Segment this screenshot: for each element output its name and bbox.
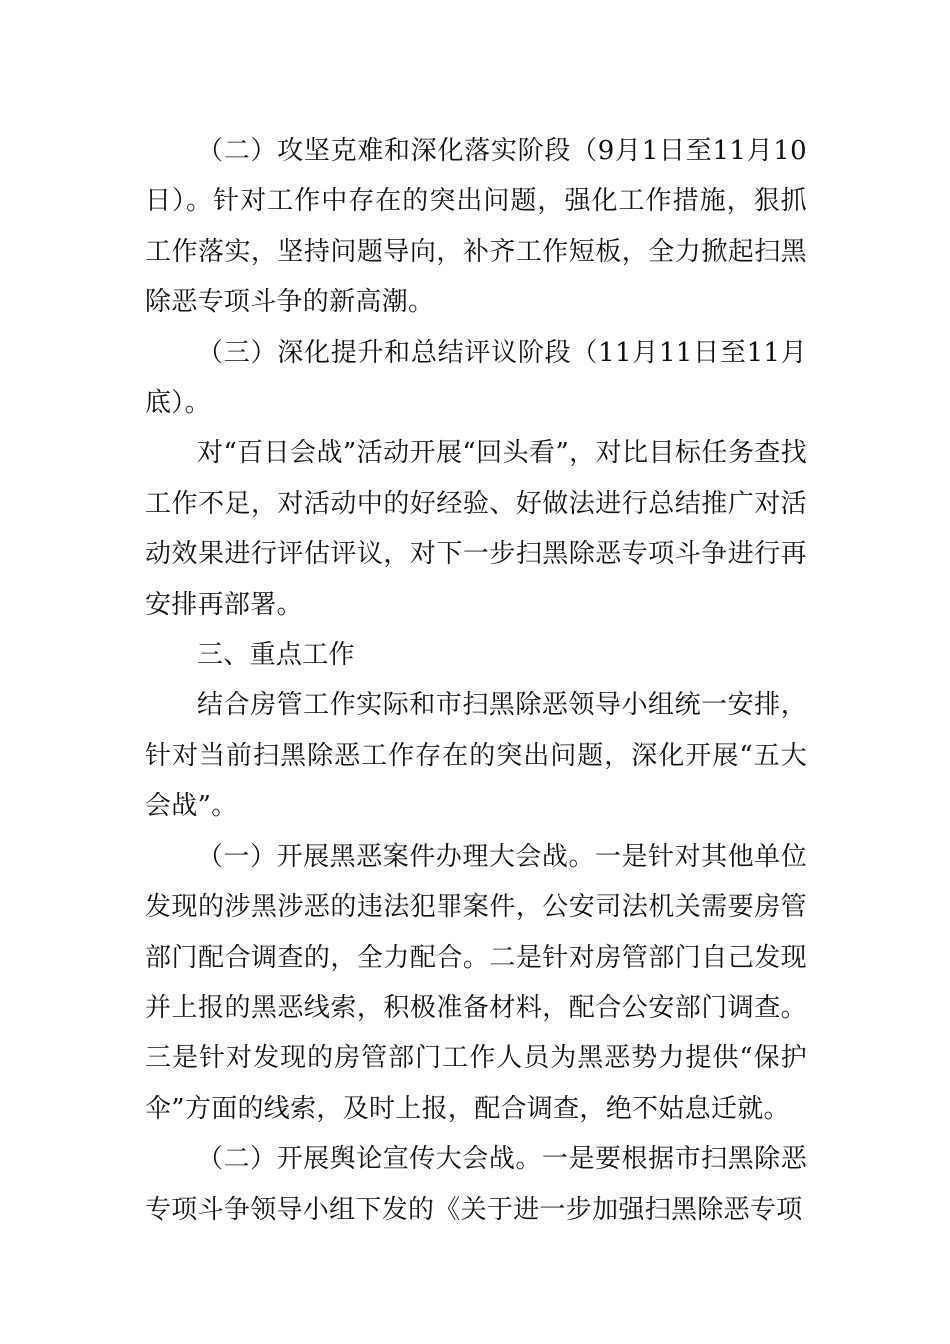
section-heading-key-work: 三、重点工作 (197, 640, 355, 671)
paragraph-five-battles-intro: 结合房管工作实际和市扫黑除恶领导小组统一安排，针对当前扫黑除恶工作存在的突出问题，深化开展“五大会战”。 (145, 690, 807, 822)
document-body (145, 126, 807, 1235)
paragraph-case-handling: （一）开展黑恶案件办理大会战。一是针对其他单位发现的涉黑涉恶的违法犯罪案件，公安司法机关需要房管部门配合调查的，全力配合。二是针对房管部门自己发现并上报的黑恶线索，积极准备材料，配合公安部门调查。三是针对发现的房管部门工作人员为黑恶势力提供“保护伞”方面的线索，及时上报，配合调查，绝不姑息迁就。 (145, 841, 807, 1124)
paragraph-publicity: （二）开展舆论宣传大会战。一是要根据市扫黑除恶专项斗争领导小组下发的《关于进一步加强扫黑除恶专项 (145, 1144, 807, 1225)
paragraph-stage-three: （三）深化提升和总结评议阶段（11月11日至11月底）。 (145, 337, 807, 419)
paragraph-stage-two: （二）攻坚克难和深化落实阶段（9月1日至11月10日）。针对工作中存在的突出问题，强化工作措施，狠抓工作落实，坚持问题导向，补齐工作短板，全力掀起扫黑除恶专项斗争的新高潮。 (145, 136, 807, 318)
paragraph-review: 对“百日会战”活动开展“回头看”，对比目标任务查找工作不足，对活动中的好经验、好做法进行总结推广对活动效果进行评估评议，对下一步扫黑除恶专项斗争进行再安排再部署。 (145, 438, 807, 620)
